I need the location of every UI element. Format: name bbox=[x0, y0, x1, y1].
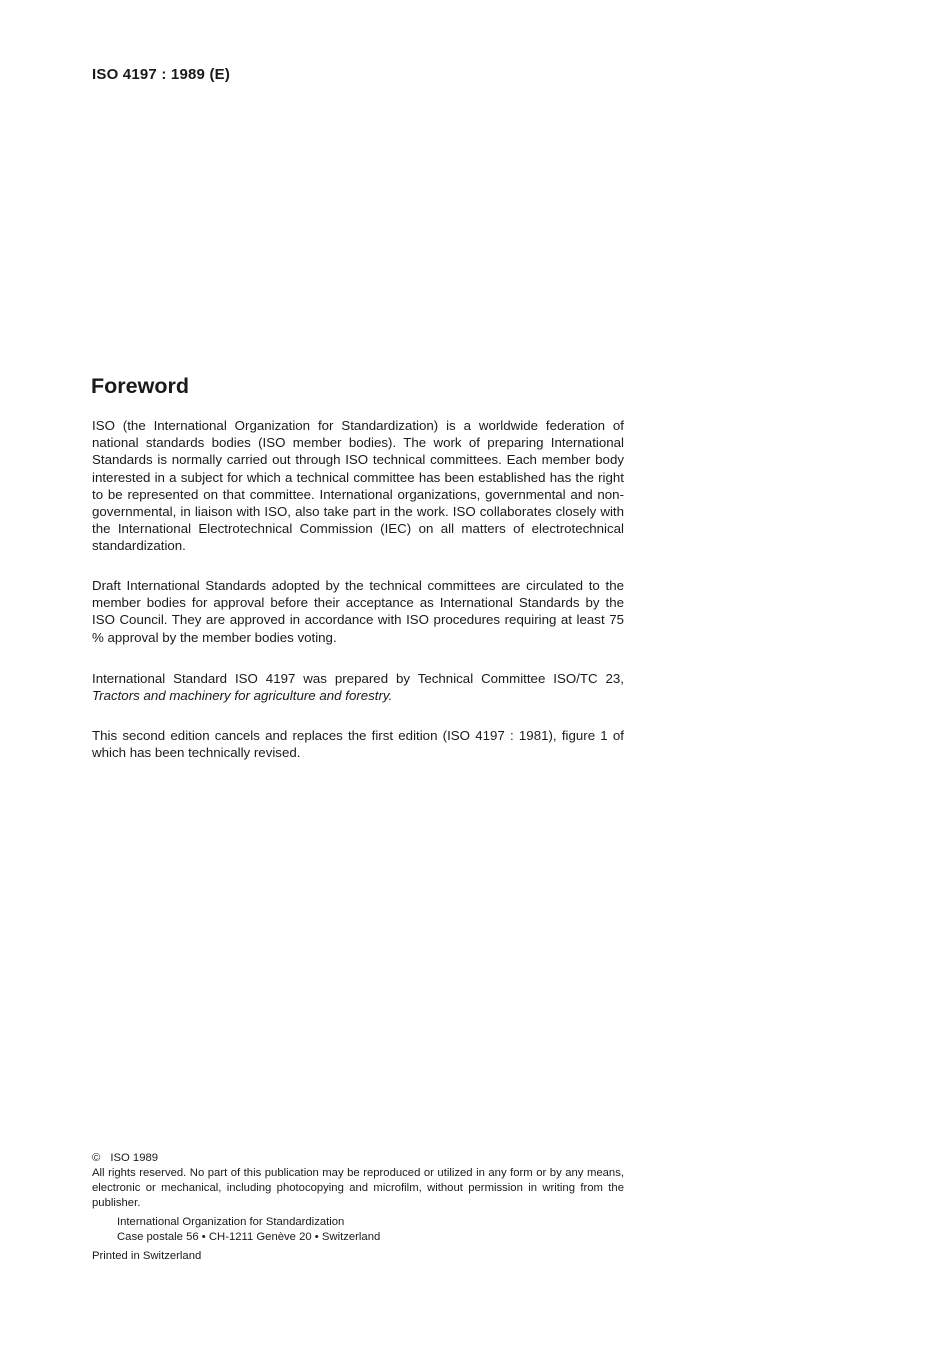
foreword-paragraph-3 bbox=[92, 670, 624, 704]
copyright-icon: © bbox=[92, 1152, 101, 1164]
document-identifier: ISO 4197 : 1989 (E) bbox=[92, 66, 231, 83]
printed-in: Printed in Switzerland bbox=[92, 1250, 202, 1262]
committee-statement: International Standard ISO 4197 was prepared by Technical Committee ISO/TC 23, bbox=[92, 671, 624, 686]
copyright-holder: ISO 1989 bbox=[110, 1152, 159, 1164]
organization-address: Case postale 56 • CH-1211 Genève 20 • Switzerland bbox=[117, 1231, 381, 1243]
committee-title: Tractors and machinery for agriculture and forestry. bbox=[92, 688, 393, 704]
copyright-line bbox=[92, 1151, 624, 1166]
foreword-paragraph-2: Draft International Standards adopted by the technical committees are circulated to the member bodies for approval before their acceptance as International Standards by the ISO Council. They are approved in accordance with ISO procedures requiring at least 75 % approval by the member bodies voting. bbox=[92, 578, 624, 645]
foreword-paragraph-4: This second edition cancels and replaces the first edition (ISO 4197 : 1981), figure 1 of which has been technically revised. bbox=[92, 728, 624, 761]
rights-statement: All rights reserved. No part of this publication may be reproduced or utilized in any form or by any means, electronic or mechanical, including photocopying and microfilm, without permission in writing from the publisher. bbox=[92, 1167, 624, 1209]
organization-name: International Organization for Standardization bbox=[117, 1216, 345, 1228]
section-title: Foreword bbox=[91, 374, 189, 398]
foreword-paragraph-1: ISO (the International Organization for Standardization) is a worldwide federation of national standards bodies (ISO member bodies). The work of preparing International Standards is normally carried out through ISO technical committees. Each member body interested in a subject for which a technical committee has been established has the right to be represented on that committee. International organizations, governmental and non-governmental, in liaison with ISO, also take part in the work. ISO collaborates closely with the International Electrotechnical Commission (IEC) on all matters of electrotechnical standardization. bbox=[92, 418, 624, 554]
copyright-block bbox=[92, 1151, 624, 1264]
